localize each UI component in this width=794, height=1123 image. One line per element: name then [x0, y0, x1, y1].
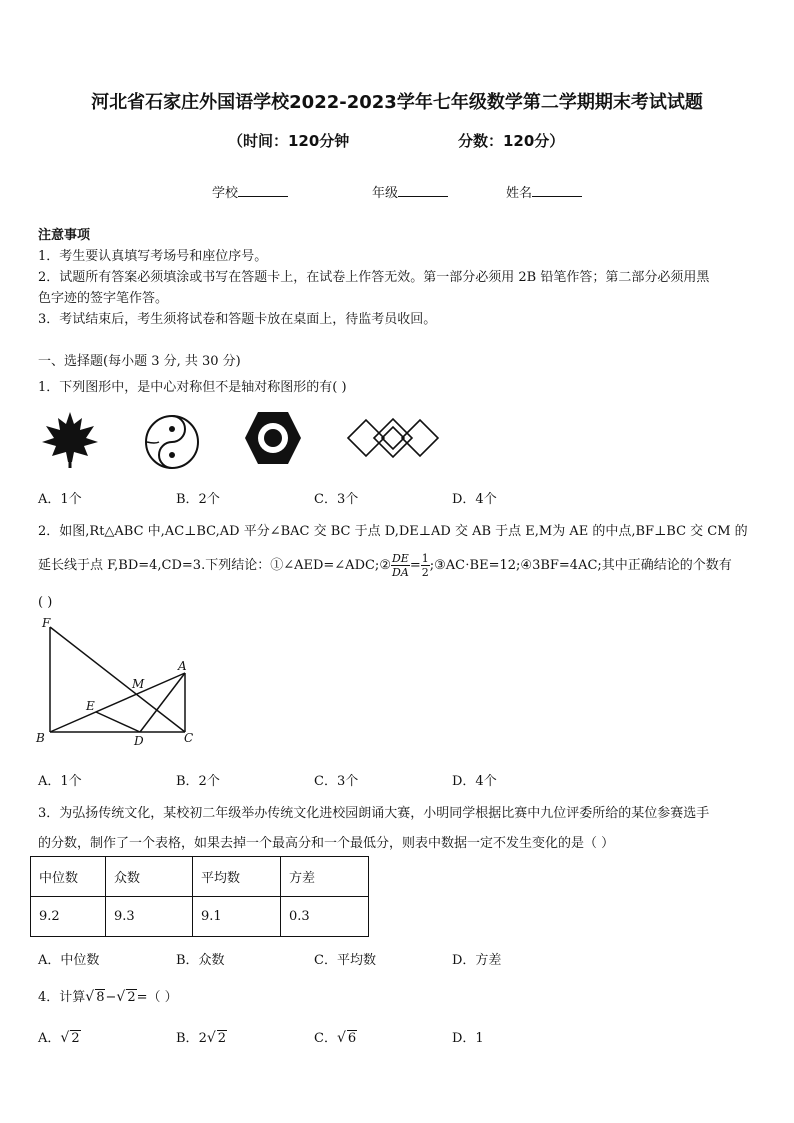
q4-option-b[interactable]: B．2√ 2 — [176, 1030, 227, 1046]
question-1-stem: 1．下列图形中，是中心对称但不是轴对称图形的有( ) — [38, 380, 347, 395]
school-field[interactable] — [212, 182, 288, 201]
q4-option-a[interactable]: A．√ 2 — [38, 1030, 80, 1046]
name-label: 姓名 — [506, 186, 533, 201]
label-m: M — [132, 677, 145, 691]
sqrt-icon: √ — [60, 1030, 70, 1046]
page-title: 河北省石家庄外国语学校2022-2023学年七年级数学第二学期期末考试试题 — [91, 92, 703, 113]
label-a: A — [178, 659, 187, 673]
label-f: F — [42, 616, 51, 630]
name-field[interactable] — [506, 182, 582, 201]
q2-option-c[interactable]: C．3个 — [314, 774, 359, 789]
table-row — [31, 897, 369, 937]
table-cell: 9.3 — [106, 897, 193, 937]
exam-time: （时间：120分钟 — [228, 132, 350, 150]
q2-option-a[interactable]: A．1个 — [38, 774, 82, 789]
q2-text-a: 延长线于点 F,BD=4,CD=3.下列结论：①∠AED=∠ADC;② — [38, 558, 391, 573]
notice-item: 色字迹的签字笔作答。 — [38, 291, 169, 306]
question-2-line1: 2．如图,Rt△ABC 中,AC⊥BC,AD 平分∠BAC 交 BC 于点 D,DE⊥AD 交 AB 于点 E,M为 AE 的中点,BF⊥BC 交 CM 的 — [38, 524, 748, 539]
question-2-answer-paren: ( ) — [38, 595, 53, 610]
segment-ba — [50, 673, 185, 732]
sqrt-icon: √ — [116, 989, 126, 1005]
table-header-cell: 众数 — [106, 857, 193, 897]
q3-option-c[interactable]: C．平均数 — [314, 953, 376, 968]
q1-option-a[interactable]: A．1个 — [38, 492, 82, 507]
q4-option-c[interactable]: C．√ 6 — [314, 1030, 357, 1046]
q2-text-b: ;③AC⋅BE=12;④3BF=4AC;其中正确结论的个数有 — [429, 558, 732, 573]
sqrt-icon: √ — [336, 1030, 346, 1046]
question-3-line2: 的分数，制作了一个表格，如果去掉一个最高分和一个最低分，则表中数据一定不发生变化的是（ ） — [38, 836, 615, 851]
question-2-line2: 延长线于点 F,BD=4,CD=3.下列结论：①∠AED=∠ADC;② $\frac{DE}{DA}$ = $\frac{1}{2}$ ;③AC⋅BE=12;④3BF=4AC;其中正确结论的个数有 — [38, 552, 732, 579]
school-blank[interactable] — [238, 184, 288, 197]
notice-item: 1．考生要认真填写考场号和座位序号。 — [38, 249, 268, 264]
hexagon-ring-icon — [243, 410, 303, 466]
triangle-figure — [32, 615, 202, 750]
notice-item: 3．考试结束后，考生须将试卷和答题卡放在桌面上，待监考员收回。 — [38, 312, 437, 327]
q1-option-b[interactable]: B．2个 — [176, 492, 220, 507]
q2-option-b[interactable]: B．2个 — [176, 774, 220, 789]
table-header-cell: 中位数 — [31, 857, 106, 897]
sqrt-icon: √ — [206, 1030, 216, 1046]
sqrt-icon: √ — [85, 989, 95, 1005]
label-d: D — [134, 734, 144, 748]
fraction-one-half: $\frac{1}{2}$ — [421, 552, 429, 579]
notice-heading: 注意事项 — [38, 228, 91, 243]
table-cell: 9.1 — [193, 897, 281, 937]
table-header-cell: 方差 — [281, 857, 369, 897]
label-e: E — [86, 699, 95, 713]
school-label: 学校 — [212, 186, 239, 201]
question-4-stem: 4．计算√ 8−√ 2=（ ） — [38, 989, 178, 1005]
fraction-de-da: $\frac{DE}{DA}$ — [391, 552, 409, 579]
q1-option-c[interactable]: C．3个 — [314, 492, 359, 507]
q3-option-d[interactable]: D．方差 — [452, 953, 502, 968]
interlaced-diamonds-icon — [346, 414, 440, 462]
label-c: C — [184, 731, 194, 745]
table-header-cell: 平均数 — [193, 857, 281, 897]
segment-fc — [50, 627, 185, 732]
table-cell: 0.3 — [281, 897, 369, 937]
segment-ed — [96, 712, 140, 732]
label-b: B — [36, 731, 45, 745]
table-header-row — [31, 857, 369, 897]
notice-item: 2．试题所有答案必须填涂或书写在答题卡上，在试卷上作答无效。第一部分必须用 2B 铅笔作答；第二部分必须用黑 — [38, 270, 710, 285]
q3-option-b[interactable]: B．众数 — [176, 953, 225, 968]
statistics-table — [30, 856, 369, 937]
grade-label: 年级 — [372, 186, 399, 201]
grade-field[interactable] — [372, 182, 448, 201]
yin-yang-icon — [143, 413, 201, 471]
q2-option-d[interactable]: D．4个 — [452, 774, 497, 789]
q4-option-d[interactable]: D．1 — [452, 1031, 484, 1046]
question-3-line1: 3．为弘扬传统文化，某校初二年级举办传统文化进校园朗诵大赛，小明同学根据比赛中九位评委所给的某位参赛选手 — [38, 806, 710, 821]
section-heading: 一、选择题(每小题 3 分, 共 30 分) — [38, 354, 241, 369]
maple-leaf-icon — [40, 410, 100, 470]
name-blank[interactable] — [532, 184, 582, 197]
q1-option-d[interactable]: D．4个 — [452, 492, 497, 507]
table-cell: 9.2 — [31, 897, 106, 937]
grade-blank[interactable] — [398, 184, 448, 197]
exam-score: 分数：120分） — [458, 132, 565, 150]
q3-option-a[interactable]: A．中位数 — [38, 953, 100, 968]
